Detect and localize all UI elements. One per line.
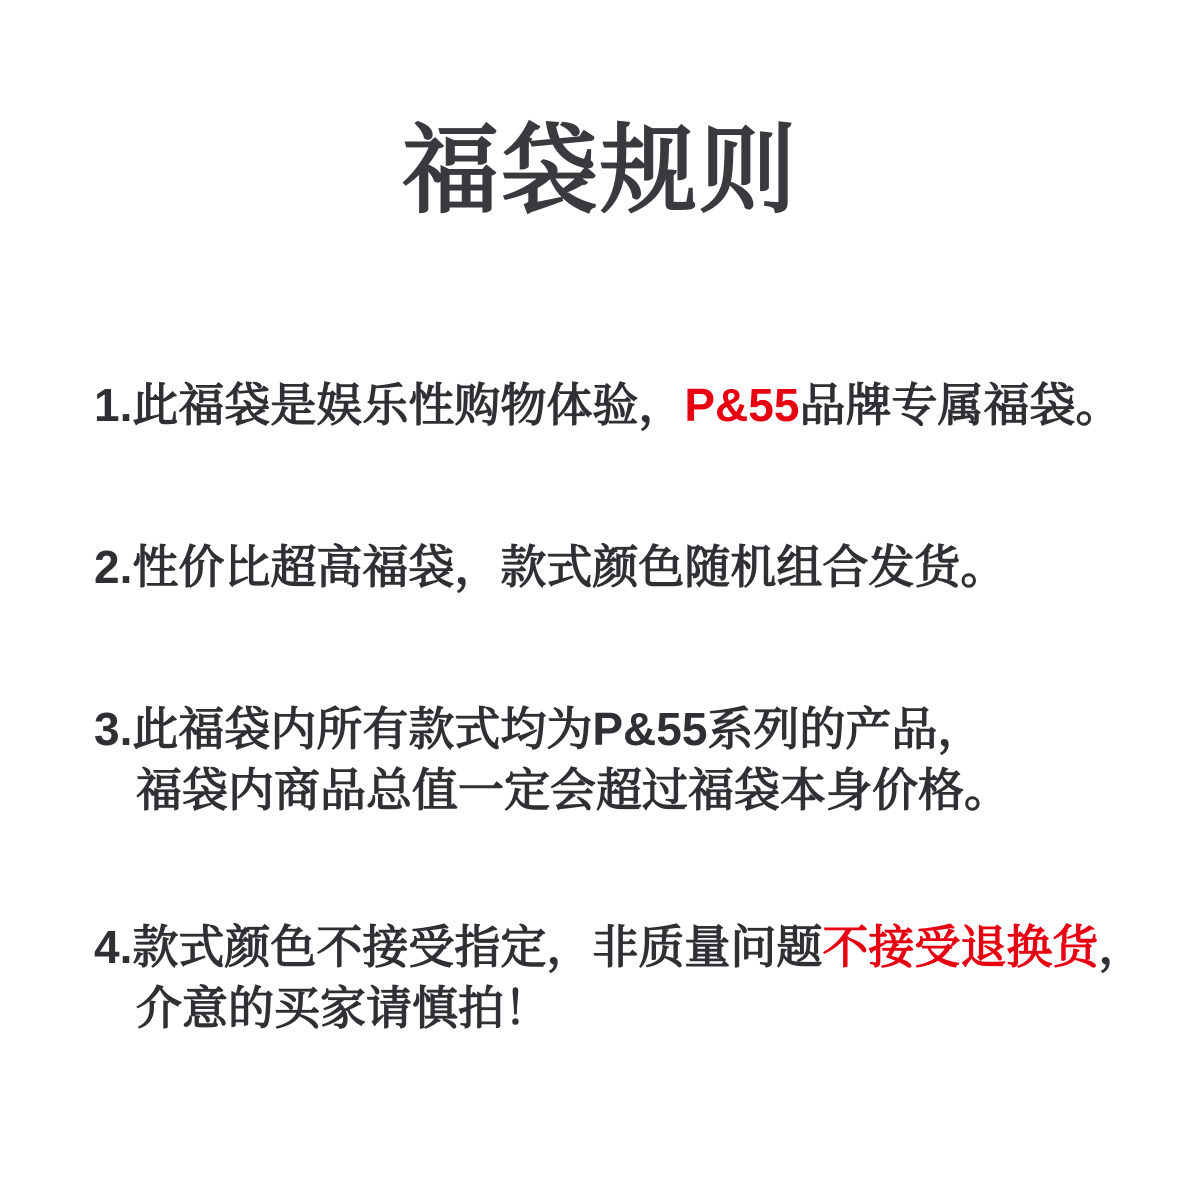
brand-name-highlight: P&55 bbox=[684, 379, 800, 431]
rule-text-segment: 品牌专属福袋。 bbox=[799, 379, 1122, 431]
rule-text-segment: 介意的买家请慎拍！ bbox=[136, 982, 550, 1034]
rule-text-segment: 3.此福袋内所有款式均为P&55系列的产品， bbox=[94, 703, 984, 755]
rule-text-segment: 福袋内商品总值一定会超过福袋本身价格。 bbox=[136, 764, 1010, 816]
rule-text-segment: ， bbox=[1098, 921, 1145, 973]
rule-item-3 bbox=[94, 699, 1140, 821]
page-title: 福袋规则 bbox=[402, 116, 798, 225]
rule-2-line-1 bbox=[94, 537, 1140, 598]
rule-3-line-1 bbox=[94, 699, 1140, 760]
rule-item-4 bbox=[94, 917, 1145, 1039]
rule-3-line-2 bbox=[94, 760, 1140, 821]
rule-4-line-1 bbox=[94, 917, 1145, 978]
rule-item-1 bbox=[94, 375, 1140, 436]
rule-1-line-1 bbox=[94, 375, 1140, 436]
rule-item-2 bbox=[94, 537, 1140, 598]
no-return-highlight: 不接受退换货 bbox=[822, 921, 1099, 973]
rule-text-segment: 2.性价比超高福袋，款式颜色随机组合发货。 bbox=[94, 541, 1007, 593]
rule-text-segment: 4.款式颜色不接受指定，非质量问题 bbox=[94, 921, 823, 973]
rule-4-line-2 bbox=[94, 978, 1140, 1039]
rule-text-segment: 1.此福袋是娱乐性购物体验， bbox=[94, 379, 685, 431]
